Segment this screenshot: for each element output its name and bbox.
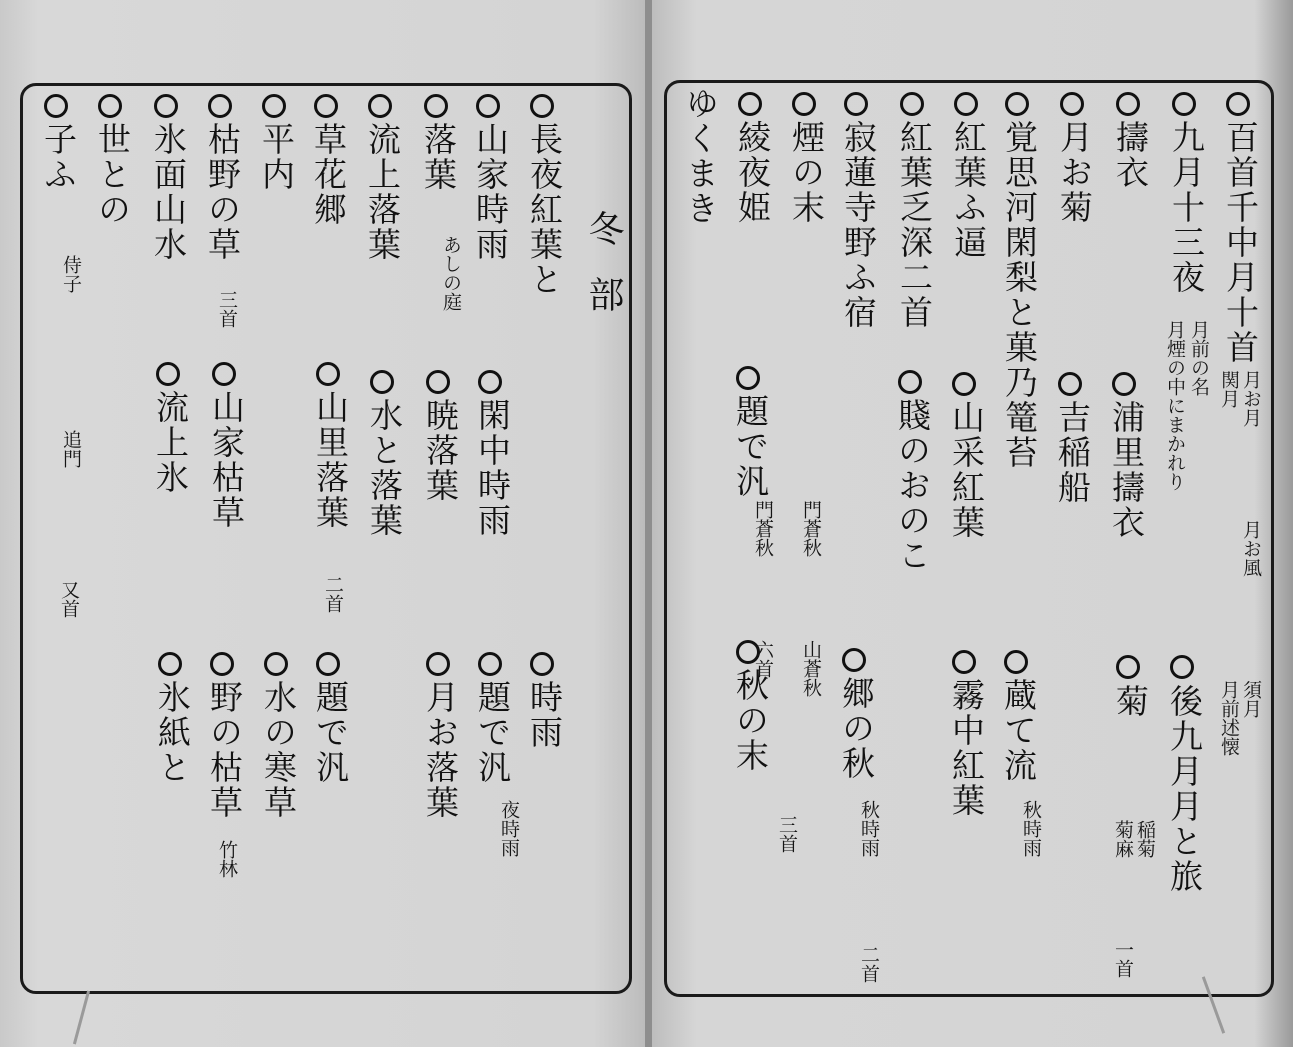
circle-mark-icon [476, 94, 500, 118]
circle-mark-icon [1060, 92, 1084, 116]
right-note: 稲菊 [1133, 820, 1156, 858]
circle-mark-icon [478, 370, 502, 394]
right-note: 関月 [1217, 370, 1240, 408]
circle-mark-icon [530, 652, 554, 676]
right-column-6: 紅葉ふ逼 [949, 120, 988, 260]
circle-mark-icon [1226, 92, 1250, 116]
circle-mark-icon [844, 92, 868, 116]
circle-mark-icon [98, 94, 122, 118]
circle-mark-icon [212, 362, 236, 386]
right-note: 月前の名 [1187, 320, 1210, 396]
left-column-4: 流上落葉 [363, 122, 402, 262]
left-sub-2: 閑中時雨 [473, 398, 512, 538]
left-sub-13: 山家枯草 [207, 390, 246, 530]
left-column-8: 氷面山水 [149, 122, 188, 262]
left-sub-8: 水の寒草 [259, 680, 298, 820]
left-column-7: 枯野の草 [203, 122, 242, 262]
circle-mark-icon [1116, 92, 1140, 116]
circle-mark-icon [1058, 372, 1082, 396]
circle-mark-icon [738, 92, 762, 116]
left-column-3: 落葉 [419, 122, 458, 192]
left-sub-12: 流上氷 [151, 390, 190, 495]
left-sub-1: 時雨 [525, 680, 564, 750]
circle-mark-icon [368, 94, 392, 118]
right-sub-2: 菊 [1111, 684, 1150, 719]
right-sub-1: 後九月月と旅 [1165, 684, 1204, 894]
circle-mark-icon [210, 652, 234, 676]
left-column-10: 子ふ [39, 122, 78, 192]
circle-mark-icon [900, 92, 924, 116]
right-sub-7: 霧中紅葉 [947, 678, 986, 818]
right-sub-11: 秋の末 [731, 668, 770, 773]
circle-mark-icon [478, 652, 502, 676]
circle-mark-icon [316, 362, 340, 386]
circle-mark-icon [370, 370, 394, 394]
right-column-4: 月お菊 [1055, 120, 1094, 225]
circle-mark-icon [530, 94, 554, 118]
right-note: 月お風 [1239, 520, 1262, 577]
circle-mark-icon [156, 362, 180, 386]
left-sub-11: 題で汎 [311, 680, 350, 785]
right-note: 月お月 [1239, 370, 1262, 427]
circle-mark-icon [424, 94, 448, 118]
right-column-9: 煙の末 [787, 120, 826, 225]
left-sub-10: 氷紙と [153, 680, 192, 785]
right-column-2: 九月十三夜 [1167, 120, 1206, 295]
right-note: 門蒼秋 [799, 500, 822, 557]
right-note: 門蒼秋 [751, 500, 774, 557]
circle-mark-icon [1004, 650, 1028, 674]
left-column-9: 世との [93, 122, 132, 227]
left-sub-6: 題で汎 [473, 680, 512, 785]
circle-mark-icon [158, 652, 182, 676]
circle-mark-icon [262, 94, 286, 118]
section-header: 冬部 [583, 210, 624, 342]
left-note: 三首 [215, 290, 238, 328]
right-column-11: ゆくまき [681, 86, 720, 226]
left-column-6: 平内 [257, 122, 296, 192]
circle-mark-icon [264, 652, 288, 676]
left-note: 竹林 [215, 840, 238, 878]
right-sub-5: 蔵て流 [999, 678, 1038, 783]
left-sub-7: 月お落葉 [421, 680, 460, 820]
left-column-2: 山家時雨 [471, 122, 510, 262]
left-column-1: 長夜紅葉と [525, 122, 564, 297]
circle-mark-icon [1116, 655, 1140, 679]
right-sub-6: 山采紅葉 [947, 400, 986, 540]
circle-mark-icon [1112, 372, 1136, 396]
right-note: 三首 [775, 815, 798, 853]
circle-mark-icon [792, 92, 816, 116]
left-note: あしの庭 [439, 235, 462, 311]
circle-mark-icon [1172, 92, 1196, 116]
left-sub-9: 野の枯草 [205, 680, 244, 820]
right-note: 秋時雨 [857, 800, 880, 857]
right-column-1: 百首千中月十首 [1221, 120, 1260, 365]
right-note: 月前述懐 [1217, 680, 1240, 756]
right-note: 菊麻 [1111, 820, 1134, 858]
right-sub-9: 郷の秋 [837, 676, 876, 781]
circle-mark-icon [952, 650, 976, 674]
right-sub-4: 吉稲船 [1053, 400, 1092, 505]
right-note: 秋時雨 [1019, 800, 1042, 857]
circle-mark-icon [426, 652, 450, 676]
right-sub-10: 題で汎 [731, 394, 770, 499]
right-column-7: 紅葉乏深二首 [895, 120, 934, 330]
right-note: 月煙の中にまかれり [1163, 320, 1186, 491]
left-sub-5: 山里落葉 [311, 390, 350, 530]
circle-mark-icon [1170, 655, 1194, 679]
left-sub-3: 暁落葉 [421, 398, 460, 503]
right-column-10: 綾夜姫 [733, 120, 772, 225]
circle-mark-icon [842, 648, 866, 672]
right-column-8: 寂蓮寺野ふ宿 [839, 120, 878, 330]
circle-mark-icon [898, 370, 922, 394]
right-sub-3: 浦里擣衣 [1107, 400, 1146, 540]
right-note: 六首 [751, 640, 774, 678]
circle-mark-icon [736, 366, 760, 390]
right-note: 須月 [1239, 680, 1262, 718]
left-note: 夜時雨 [497, 800, 520, 857]
left-sub-4: 水と落葉 [365, 398, 404, 538]
circle-mark-icon [314, 94, 338, 118]
left-note: 追門 [59, 430, 82, 468]
circle-mark-icon [316, 652, 340, 676]
left-note: 又首 [57, 580, 80, 618]
book-gutter [645, 0, 652, 1047]
right-column-5: 覚思河閑梨と菓乃篭苔 [1000, 120, 1039, 470]
right-sub-8: 賤のおのこ [893, 398, 932, 573]
left-note: 侍子 [59, 255, 82, 293]
left-column-5: 草花郷 [309, 122, 348, 227]
right-note: 二首 [857, 945, 880, 983]
right-note: 山蒼秋 [799, 640, 822, 697]
circle-mark-icon [44, 94, 68, 118]
circle-mark-icon [952, 372, 976, 396]
right-column-3: 擣衣 [1111, 120, 1150, 190]
right-note: 一首 [1111, 940, 1134, 978]
circle-mark-icon [154, 94, 178, 118]
left-note: 二首 [321, 575, 344, 613]
circle-mark-icon [426, 370, 450, 394]
circle-mark-icon [1005, 92, 1029, 116]
circle-mark-icon [208, 94, 232, 118]
circle-mark-icon [954, 92, 978, 116]
